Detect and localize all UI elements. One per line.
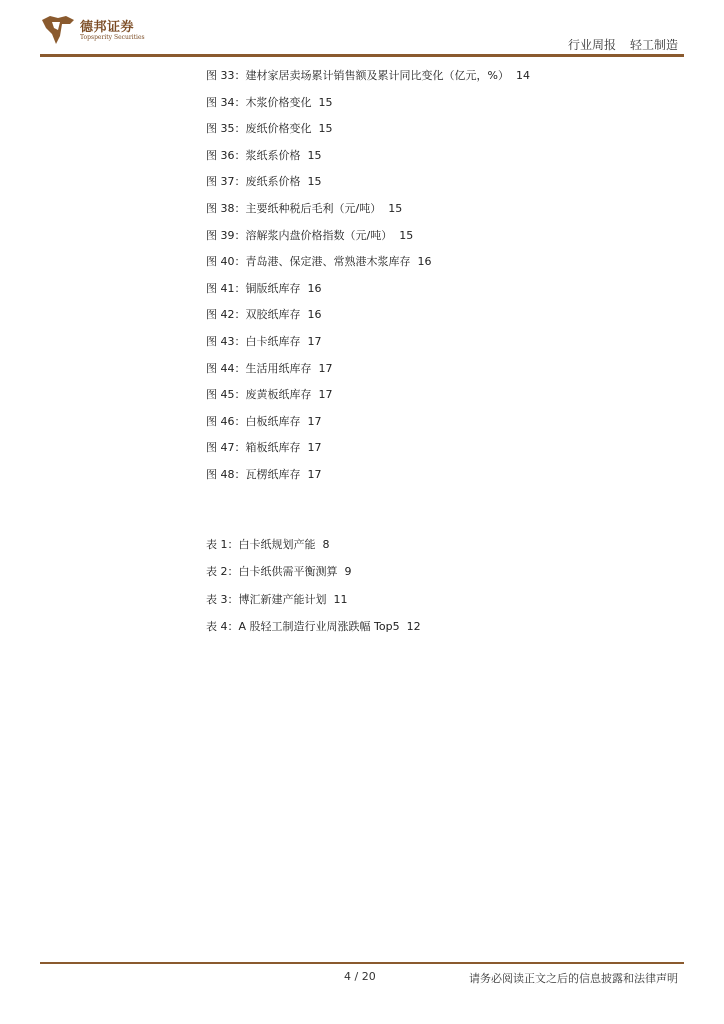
toc-entry-label: 图 37：废纸系价格: [206, 175, 301, 189]
toc-entry-figure[interactable]: [206, 335, 676, 349]
toc-entry-table[interactable]: [206, 565, 677, 579]
footer-divider: [40, 962, 684, 964]
toc-entry-label: 图 34：木浆价格变化: [206, 95, 312, 109]
toc-entry-figure[interactable]: [206, 122, 676, 136]
toc-entry-page: 17: [307, 414, 322, 428]
toc-entry-label: 图 47：箱板纸库存: [206, 441, 301, 455]
page-number: 4 / 20: [344, 970, 376, 983]
toc-entry-label: 表 2：白卡纸供需平衡测算: [206, 565, 338, 579]
toc-entry-figure[interactable]: [206, 69, 676, 83]
toc-entry-page: 17: [307, 468, 322, 481]
toc-entry-figure[interactable]: [206, 202, 676, 216]
toc-entry-page: 12: [406, 619, 421, 633]
header-divider: [40, 54, 684, 57]
toc-entry-figure[interactable]: [206, 149, 676, 163]
toc-entry-figure[interactable]: [206, 175, 676, 189]
toc-entry-label: 图 42：双胶纸库存: [206, 308, 301, 322]
toc-entry-page: 17: [307, 441, 322, 455]
toc-entry-page: 15: [399, 228, 414, 242]
toc-entry-figure[interactable]: [206, 441, 676, 455]
toc-entry-figure[interactable]: [206, 229, 676, 243]
toc-entry-label: 图 44：生活用纸库存: [206, 361, 312, 375]
toc-entry-page: 8: [322, 538, 330, 551]
toc-entry-label: 表 3：博汇新建产能计划: [206, 592, 327, 606]
toc-entry-figure[interactable]: [206, 388, 676, 402]
toc-entry-page: 15: [318, 95, 333, 109]
toc-entry-figure[interactable]: [206, 282, 676, 296]
toc-entry-page: 16: [307, 308, 322, 322]
toc-entry-table[interactable]: [206, 620, 677, 634]
logo-mark-icon: [40, 14, 76, 46]
toc-entry-page: 15: [388, 202, 403, 215]
toc-entry-page: 17: [318, 388, 333, 402]
toc-entry-page: 16: [417, 255, 432, 269]
toc-entry-figure[interactable]: [206, 255, 676, 269]
disclaimer-text: 请务必阅读正文之后的信息披露和法律声明: [469, 972, 678, 985]
toc-entry-page: 17: [318, 361, 333, 375]
toc-entry-label: 图 35：废纸价格变化: [206, 122, 312, 136]
toc-entry-page: 14: [515, 69, 530, 82]
industry-name: 轻工制造: [629, 38, 678, 52]
toc-entry-label: 表 1：白卡纸规划产能: [206, 538, 316, 551]
report-type: 行业周报: [567, 38, 616, 52]
toc-entry-table[interactable]: [206, 593, 677, 607]
toc-entry-label: 图 46：白板纸库存: [206, 414, 301, 428]
toc-entry-label: 图 43：白卡纸库存: [206, 335, 301, 348]
toc-entry-page: 11: [333, 592, 348, 606]
toc-entry-page: 15: [318, 122, 333, 136]
toc-entry-figure[interactable]: [206, 308, 676, 322]
toc-entry-page: 15: [307, 175, 322, 189]
toc-entry-label: 图 33：建材家居卖场累计销售额及累计同比变化（亿元，%）: [206, 69, 509, 82]
toc-entry-figure[interactable]: [206, 362, 676, 376]
report-meta: [568, 36, 678, 53]
toc-entry-figure[interactable]: [206, 415, 676, 429]
logo-subtitle: Topsperity Securities: [80, 34, 145, 41]
toc-entry-label: 表 4：A 股轻工制造行业周涨跌幅 Top5: [206, 619, 400, 633]
toc-entry-page: 9: [344, 565, 352, 579]
toc-entry-label: 图 41：铜版纸库存: [206, 281, 301, 295]
toc-entry-page: 16: [307, 281, 322, 295]
toc-entry-figure[interactable]: [206, 468, 676, 482]
toc-entry-label: 图 40：青岛港、保定港、常熟港木浆库存: [206, 255, 411, 269]
toc-entry-label: 图 39：溶解浆内盘价格指数（元/吨）: [206, 228, 393, 242]
toc-entry-figure[interactable]: [206, 96, 676, 110]
toc-entry-page: 15: [307, 148, 322, 162]
company-logo: [40, 14, 150, 50]
toc-entry-table[interactable]: [206, 538, 677, 552]
toc-entry-page: 17: [307, 335, 322, 348]
logo-name: 德邦证券: [80, 20, 135, 35]
toc-entry-label: 图 45：废黄板纸库存: [206, 388, 312, 402]
toc-entry-label: 图 48：瓦楞纸库存: [206, 468, 301, 481]
toc-entry-label: 图 36：浆纸系价格: [206, 148, 301, 162]
toc-entry-label: 图 38：主要纸种税后毛利（元/吨）: [206, 202, 382, 215]
